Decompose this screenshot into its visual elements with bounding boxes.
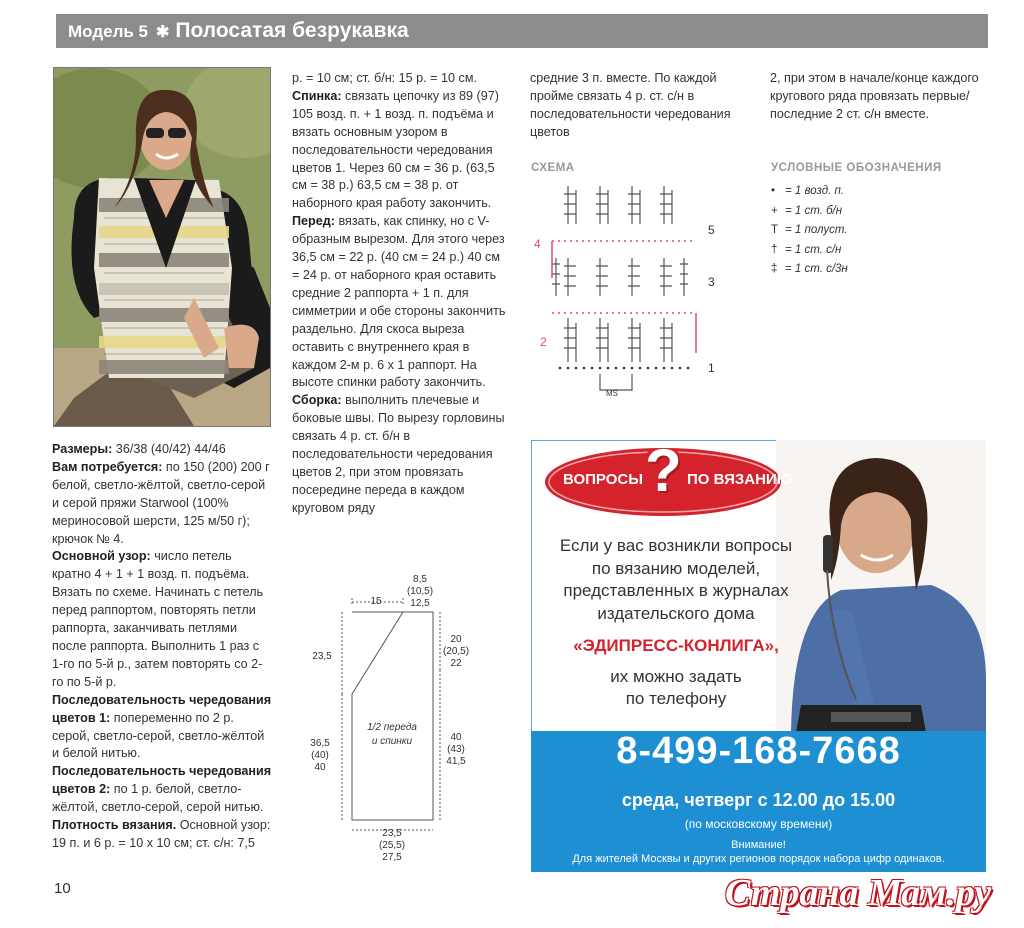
- dim-neck-b: (10,5): [406, 586, 434, 597]
- sizes-label: Размеры:: [52, 442, 113, 456]
- ad-line-4: издательского дома: [597, 603, 755, 623]
- crochet-chart: [528, 178, 728, 400]
- double-crochet-icon: †: [771, 243, 778, 256]
- front-text: вязать, как спинку, но с V-образным вырезом. Для этого через 36,5 см = 22 р. (40 см = 24 р.) 40 см = 24 р. от наборного края оставить средние 2 раппорта + 1 п. для симметрии и обе стороны закончить раздельно. Для скоса выреза оставить с внутреннего края в каждом 2-м р. 6 x 1 раппорт. На высоте спинки работу закончить.: [292, 214, 506, 390]
- sequence1-label: Последовательность чередования цветов 1:: [52, 692, 272, 725]
- sequence1-paragraph: [52, 692, 272, 764]
- site-watermark: Страна Мам.ру: [725, 872, 992, 914]
- legend-text: = 1 ст. с/3н: [785, 263, 848, 275]
- sizes-text: 36/38 (40/42) 44/46: [112, 442, 226, 456]
- sizes-paragraph: [52, 441, 272, 459]
- text-column-4: [770, 70, 992, 124]
- chart-stitch-groups: [552, 186, 688, 362]
- model-photo: [53, 67, 271, 427]
- ad-line-1: Если у вас возникли вопросы: [559, 536, 793, 555]
- dim-side-a: 36,5: [310, 738, 330, 749]
- pattern-paragraph: [52, 548, 272, 691]
- page-header: [56, 14, 988, 48]
- dim-bottom-b: (25,5): [378, 840, 406, 851]
- schematic-outline: [352, 612, 433, 820]
- dim-bottom-a: 23,5: [382, 828, 402, 839]
- sequence2-label: Последовательность чередования цветов 2:: [52, 764, 272, 797]
- legend-text: = 1 ст. с/н: [785, 243, 842, 256]
- dim-front-height-a: 40: [450, 732, 462, 743]
- back-paragraph: [292, 88, 510, 213]
- sequence2-text: по 1 р. белой, светло-жёлтой, светло-серой, серой нитью.: [52, 782, 264, 815]
- chart-row-label-4: 4: [534, 237, 541, 251]
- pattern-label: Основной узор:: [52, 549, 151, 564]
- badge-left-text: ВОПРОСЫ: [563, 471, 643, 488]
- chart-row-label-1: 1: [708, 361, 715, 375]
- dim-armhole: 23,5: [312, 651, 332, 662]
- ad-message: [531, 535, 821, 711]
- text-column-2: [292, 70, 510, 518]
- assembly-label: Сборка:: [292, 393, 342, 408]
- half-stitch-icon: T: [771, 224, 779, 236]
- dim-neck-depth-a: 20: [450, 634, 462, 645]
- chain-stitch-icon: •: [771, 185, 776, 197]
- dim-neck-a: 8,5: [413, 574, 427, 585]
- legend-text: = 1 ст. б/н: [785, 204, 843, 217]
- ad-brand: «ЭДИПРЕСС-КОНЛИГА»,: [573, 636, 779, 655]
- text-column-3: [530, 70, 752, 142]
- materials-paragraph: [52, 459, 272, 549]
- front-label: Перед:: [292, 214, 335, 229]
- chart-ms-label: MS: [606, 389, 618, 398]
- legend-text: = 1 полуст.: [785, 224, 848, 236]
- legend-text: = 1 возд. п.: [785, 185, 845, 197]
- ad-line-5: их можно задать: [610, 666, 742, 686]
- materials-label: Вам потребуется:: [52, 459, 163, 474]
- dim-bottom-c: 27,5: [382, 852, 402, 863]
- page-number: 10: [54, 880, 71, 897]
- model-number: Модель 5: [68, 22, 148, 41]
- density-label: Плотность вязания.: [52, 818, 177, 833]
- phone-hours: среда, четверг с 12.00 до 15.00: [621, 790, 896, 810]
- model-title: Полосатая безрукавка: [175, 19, 409, 42]
- assembly-text: выполнить плечевые и боковые швы. По вырезу горловины связать 4 р. ст. б/н в последовательности чередования цветов 2, при этом провязать посередине переда в каждом круговом ряду: [292, 393, 505, 515]
- column-3-text: средние 3 п. вместе. По каждой пройме связать 4 р. ст. с/н в последовательности чередования цветов: [530, 71, 731, 139]
- phone-number: 8-499-168-7668: [616, 730, 901, 772]
- front-paragraph: [292, 213, 510, 392]
- badge-right-text: ПО ВЯЗАНИЮ: [687, 471, 793, 488]
- schematic-label-1: 1/2 переда: [367, 722, 417, 733]
- column-4-text: 2, при этом в начале/конце каждого кругового ряда провязать первые/последние 2 ст. с/н вместе.: [770, 71, 979, 121]
- ad-line-6: по телефону: [625, 689, 727, 708]
- schema-title: СХЕМА: [531, 162, 575, 174]
- text-column-1: [52, 441, 272, 853]
- dim-neck-depth-b: (20,5): [442, 646, 470, 657]
- dialing-note: Для жителей Москвы и других регионов порядок набора цифр одинаков.: [572, 853, 945, 865]
- header-text: [68, 18, 409, 46]
- schematic-label-2: и спинки: [371, 736, 413, 747]
- sequence1-text: попеременно по 2 р. серой, светло-серой, светло-жёлтой и белой нитью.: [52, 710, 265, 761]
- density-text: Основной узор: 19 п. и 6 р. = 10 x 10 см; ст. с/н: 7,5: [52, 818, 271, 850]
- legend-item-tr: [771, 260, 848, 280]
- legend-title: УСЛОВНЫЕ ОБОЗНАЧЕНИЯ: [771, 162, 942, 174]
- back-label: Спинка:: [292, 88, 342, 103]
- dim-side-c: 40: [314, 762, 326, 773]
- consultation-ad: [531, 437, 986, 872]
- legend-item-dc: [771, 241, 848, 261]
- dim-front-height-c: 41,5: [446, 756, 466, 767]
- chart-row-label-3: 3: [708, 275, 715, 289]
- pattern-schematic: [300, 570, 480, 865]
- chart-row-label-5: 5: [708, 223, 715, 237]
- model-photo-illustration: [54, 68, 270, 426]
- triple-crochet-icon: ‡: [771, 263, 778, 275]
- chart-row-label-2: 2: [540, 335, 547, 349]
- legend-item-chain: [771, 182, 848, 202]
- legend-item-sc: [771, 202, 848, 222]
- dim-neck-c: 12,5: [410, 598, 430, 609]
- density-paragraph: [52, 817, 272, 853]
- ad-line-3: представленных в журналах: [563, 581, 789, 600]
- time-zone-note: (по московскому времени): [684, 817, 833, 831]
- attention-label: Внимание!: [731, 839, 786, 851]
- materials-text: по 150 (200) 200 г белой, светло-жёлтой, светло-серой и серой пряжи Starwool (100% мериносовой шерсти, 125 м/50 г); крючок № 4.: [52, 459, 270, 546]
- dim-shoulder: 15: [370, 596, 382, 607]
- dim-side-b: (40): [311, 750, 329, 761]
- neckline-line: [352, 612, 403, 694]
- question-mark-icon: ?: [645, 437, 682, 504]
- assembly-paragraph: [292, 392, 510, 517]
- single-crochet-icon: +: [771, 204, 778, 217]
- legend: [771, 182, 848, 280]
- density-continued: р. = 10 см; ст. б/н: 15 р. = 10 см.: [292, 71, 477, 85]
- chart-row-1: [559, 367, 690, 370]
- ad-line-2: по вязанию моделей,: [591, 558, 761, 578]
- pattern-text: число петель кратно 4 + 1 + 1 возд. п. подъёма. Вязать по схеме. Начинать с петель перед раппортом, повторять петли раппорта, заканчивать петлями после раппорта. Выполнить 1 раз с 1-го по 5-й р., затем повторять со 2-го по 5-й р.: [52, 549, 264, 689]
- dim-neck-depth-c: 22: [450, 658, 462, 669]
- legend-item-hdc: [771, 221, 848, 241]
- sequence2-paragraph: [52, 763, 272, 817]
- back-text: связать цепочку из 89 (97) 105 возд. п. + 1 возд. п. подъёма и вязать основным узором в последовательности чередования цветов 1. Через 60 см = 36 р. (63,5 см = 38 р.) 63,5 см = 38 р. от наборного края работу закончить.: [292, 88, 499, 211]
- dim-front-height-b: (43): [447, 744, 465, 755]
- chart-pink-rows: [552, 241, 696, 313]
- star-icon: ✱: [156, 24, 170, 41]
